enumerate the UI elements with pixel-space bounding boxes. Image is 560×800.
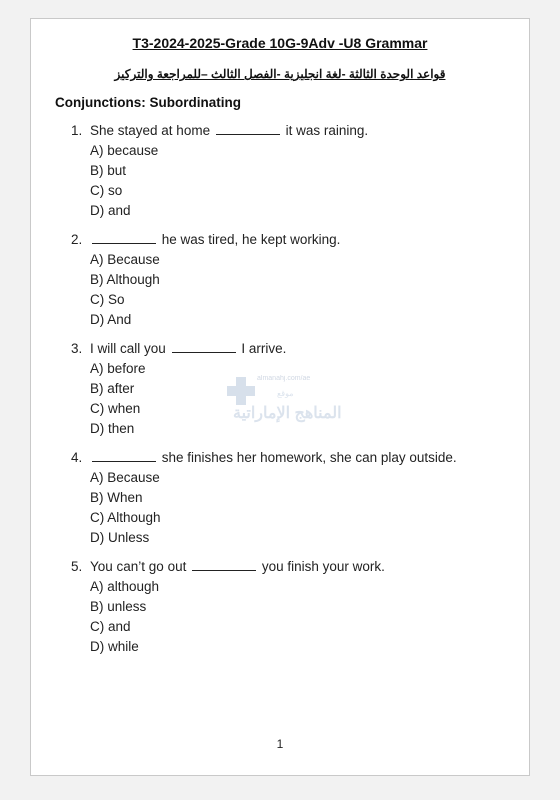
question-text-after: you finish your work. xyxy=(261,559,385,574)
option-a: A) because xyxy=(90,143,159,158)
question-stem xyxy=(71,339,286,359)
question-text-after: she finishes her homework, she can play outside. xyxy=(161,450,457,465)
option-c: C) when xyxy=(90,401,141,416)
question-number: 3. xyxy=(71,341,83,356)
question-number: 4. xyxy=(71,450,83,465)
option-d: D) Unless xyxy=(90,530,150,545)
question-number: 2. xyxy=(71,232,83,247)
option-a: A) before xyxy=(90,361,146,376)
option-b: B) When xyxy=(90,490,143,505)
question-text-after: it was raining. xyxy=(285,123,369,138)
answer-blank xyxy=(92,231,156,244)
option-d: D) then xyxy=(90,421,135,436)
option-c: C) So xyxy=(90,292,125,307)
watermark-small-text: موقع xyxy=(277,389,294,398)
question-text-after: he was tired, he kept working. xyxy=(161,232,341,247)
option-d: D) while xyxy=(90,639,139,654)
question-text-before: She stayed at home xyxy=(90,123,211,138)
document-page xyxy=(30,18,530,776)
option-b: B) unless xyxy=(90,599,147,614)
question-1 xyxy=(71,121,368,221)
question-stem xyxy=(71,230,340,250)
question-text-after: I arrive. xyxy=(241,341,287,356)
option-a: A) although xyxy=(90,579,160,594)
document-subtitle-arabic: قواعد الوحدة الثالثة -لغة انجليزية -الفصل الثالث –للمراجعة والتركيز xyxy=(114,67,446,81)
question-5 xyxy=(71,557,385,657)
page-number: 1 xyxy=(276,737,284,751)
answer-blank xyxy=(172,340,236,353)
option-b: B) Although xyxy=(90,272,160,287)
question-stem xyxy=(71,557,385,577)
question-number: 1. xyxy=(71,123,83,138)
question-stem xyxy=(71,121,368,141)
watermark-site: almanahj.com/ae xyxy=(257,375,311,382)
answer-blank xyxy=(92,449,156,462)
option-d: D) and xyxy=(90,203,131,218)
answer-blank xyxy=(216,122,280,135)
question-2 xyxy=(71,230,340,330)
option-a: A) Because xyxy=(90,252,160,267)
document-title: T3-2024-2025-Grade 10G-9Adv -U8 Grammar xyxy=(132,35,428,51)
option-c: C) Although xyxy=(90,510,161,525)
question-text-before: I will call you xyxy=(90,341,166,356)
option-b: B) after xyxy=(90,381,135,396)
question-number: 5. xyxy=(71,559,83,574)
option-c: C) and xyxy=(90,619,131,634)
option-c: C) so xyxy=(90,183,123,198)
option-d: D) And xyxy=(90,312,132,327)
option-a: A) Because xyxy=(90,470,160,485)
answer-blank xyxy=(192,558,256,571)
section-heading: Conjunctions: Subordinating xyxy=(55,95,241,110)
watermark-arabic-text: المناهج الإماراتية xyxy=(233,405,342,422)
watermark xyxy=(227,373,357,445)
watermark-logo-icon xyxy=(227,377,255,405)
option-b: B) but xyxy=(90,163,127,178)
question-stem xyxy=(71,448,457,468)
question-4 xyxy=(71,448,457,548)
question-text-before: You can’t go out xyxy=(90,559,187,574)
